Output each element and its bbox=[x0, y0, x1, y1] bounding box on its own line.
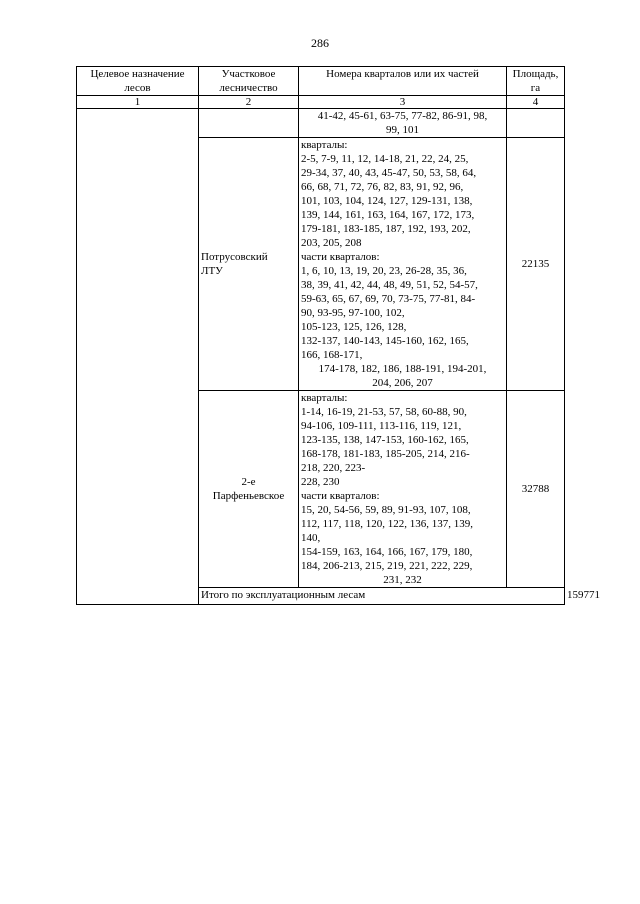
table-header-row bbox=[77, 67, 565, 96]
table-row-continuation bbox=[77, 109, 565, 138]
column-number-1: 1 bbox=[77, 96, 199, 109]
parts-line: 90, 93-95, 97-100, 102, bbox=[301, 307, 405, 319]
total-row: Итого по эксплуатационным лесам 159771 bbox=[77, 588, 565, 605]
header-purpose: Целевое назначение лесов bbox=[77, 67, 199, 96]
parts-label: части кварталов: bbox=[301, 490, 380, 502]
continuation-area-cell bbox=[507, 109, 565, 138]
parts-line: 1, 6, 10, 13, 19, 20, 23, 26-28, 35, 36, bbox=[301, 265, 467, 277]
forestry-name: Потрусовский bbox=[201, 251, 268, 263]
parts-line: 112, 117, 118, 120, 122, 136, 137, 139, bbox=[301, 518, 474, 530]
parts-line: 15, 20, 54-56, 59, 89, 91-93, 107, 108, bbox=[301, 504, 471, 516]
parts-line: 204, 206, 207 bbox=[372, 377, 433, 389]
forestry-name: Парфеньевское bbox=[212, 490, 285, 502]
continuation-forestry-cell bbox=[199, 109, 299, 138]
quarters-label: кварталы: bbox=[301, 139, 348, 151]
parts-line: 231, 232 bbox=[383, 574, 422, 586]
parts-line: 140, bbox=[301, 532, 321, 544]
header-forestry: Участковое лесничество bbox=[199, 67, 299, 96]
parts-line: 166, 168-171, bbox=[301, 349, 363, 361]
quarters-line: 41-42, 45-61, 63-75, 77-82, 86-91, 98, bbox=[317, 110, 488, 122]
parts-line: 59-63, 65, 67, 69, 70, 73-75, 77-81, 84- bbox=[301, 293, 476, 305]
forestry-name: ЛТУ bbox=[201, 265, 223, 277]
column-number-4: 4 bbox=[507, 96, 565, 109]
quarters-line: 218, 220, 223- bbox=[301, 462, 366, 474]
column-number-2: 2 bbox=[199, 96, 299, 109]
quarters-line: 168-178, 181-183, 185-205, 214, 216- bbox=[301, 448, 470, 460]
quarters-line: 123-135, 138, 147-153, 160-162, 165, bbox=[301, 434, 469, 446]
parts-line: 132-137, 140-143, 145-160, 162, 165, bbox=[301, 335, 469, 347]
quarters-cell bbox=[299, 138, 507, 391]
quarters-line: 101, 103, 104, 124, 127, 129-131, 138, bbox=[301, 195, 473, 207]
area-cell: 22135 bbox=[507, 138, 565, 391]
quarters-line: 139, 144, 161, 163, 164, 167, 172, 173, bbox=[301, 209, 475, 221]
header-area: Площадь, га bbox=[507, 67, 565, 96]
quarters-label: кварталы: bbox=[301, 392, 348, 404]
header-quarters: Номера кварталов или их частей bbox=[299, 67, 507, 96]
parts-line: 38, 39, 41, 42, 44, 48, 49, 51, 52, 54-57, bbox=[301, 279, 478, 291]
parts-line: 105-123, 125, 126, 128, bbox=[301, 321, 407, 333]
forestry-cell bbox=[199, 138, 299, 391]
quarters-line: 99, 101 bbox=[386, 124, 419, 136]
quarters-line: 228, 230 bbox=[301, 476, 340, 488]
quarters-line: 203, 205, 208 bbox=[301, 237, 362, 249]
area-cell: 32788 bbox=[507, 391, 565, 588]
parts-line: 184, 206-213, 215, 219, 221, 222, 229, bbox=[301, 560, 473, 572]
parts-line: 154-159, 163, 164, 166, 167, 179, 180, bbox=[301, 546, 473, 558]
forestry-cell bbox=[199, 391, 299, 588]
quarters-line: 179-181, 183-185, 187, 192, 193, 202, bbox=[301, 223, 471, 235]
parts-line: 174-178, 182, 186, 188-191, 194-201, bbox=[318, 363, 487, 375]
forest-table bbox=[76, 66, 600, 605]
purpose-cell bbox=[77, 109, 199, 605]
quarters-line: 29-34, 37, 40, 43, 45-47, 50, 53, 58, 64, bbox=[301, 167, 477, 179]
quarters-line: 94-106, 109-111, 113-116, 119, 121, bbox=[301, 420, 462, 432]
quarters-cell bbox=[299, 391, 507, 588]
forestry-name: 2-е bbox=[241, 476, 256, 488]
continuation-quarters-cell bbox=[299, 109, 507, 138]
column-number-3: 3 bbox=[299, 96, 507, 109]
quarters-line: 1-14, 16-19, 21-53, 57, 58, 60-88, 90, bbox=[301, 406, 467, 418]
quarters-line: 2-5, 7-9, 11, 12, 14-18, 21, 22, 24, 25, bbox=[301, 153, 469, 165]
total-label: Итого по эксплуатационным лесам bbox=[199, 588, 565, 605]
page-number: 286 bbox=[311, 36, 329, 50]
parts-label: части кварталов: bbox=[301, 251, 380, 263]
quarters-line: 66, 68, 71, 72, 76, 82, 83, 91, 92, 96, bbox=[301, 181, 464, 193]
column-number-row bbox=[77, 96, 565, 109]
